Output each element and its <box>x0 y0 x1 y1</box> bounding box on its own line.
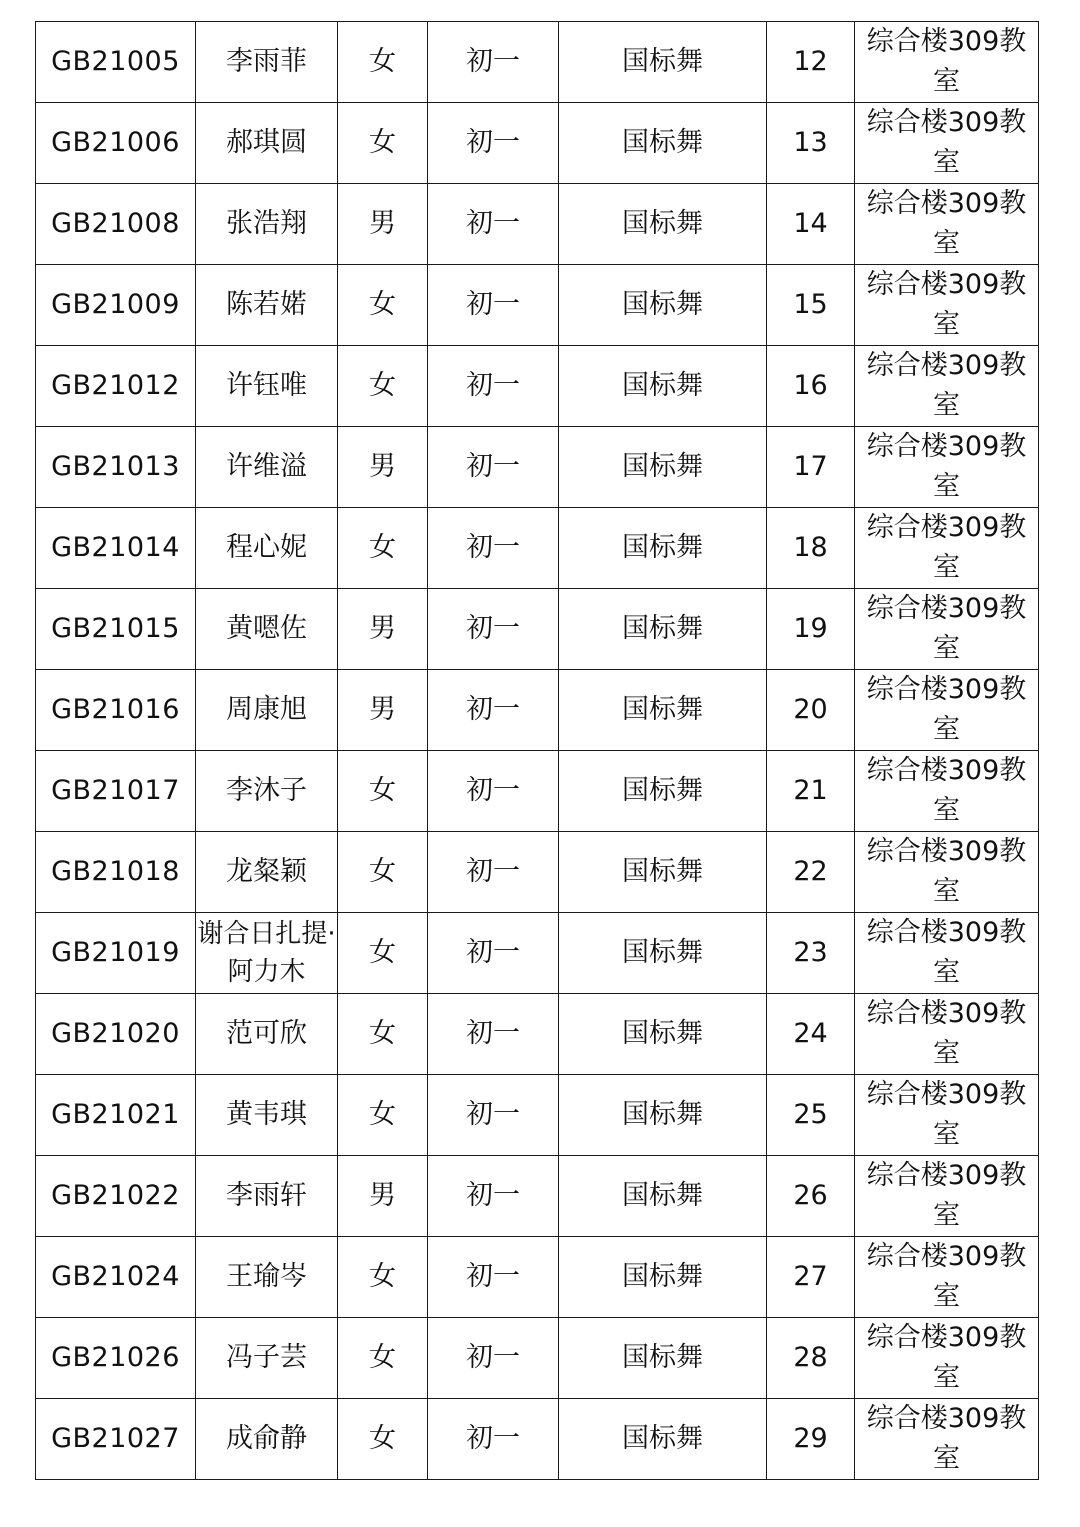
student-name-cell: 黄韦琪 <box>196 1075 338 1156</box>
gender-cell: 女 <box>338 103 428 184</box>
student-id-cell: GB21019 <box>36 913 196 994</box>
table-row <box>36 1075 1039 1156</box>
seat-number-cell: 22 <box>767 832 855 913</box>
student-name-cell: 李沐子 <box>196 751 338 832</box>
student-id-cell: GB21026 <box>36 1318 196 1399</box>
seat-number-cell: 25 <box>767 1075 855 1156</box>
student-name-cell: 张浩翔 <box>196 184 338 265</box>
student-name-cell: 陈若婼 <box>196 265 338 346</box>
exam-room-cell: 综合楼309教室 <box>855 913 1039 994</box>
seat-number-cell: 24 <box>767 994 855 1075</box>
gender-cell: 女 <box>338 265 428 346</box>
student-id-cell: GB21022 <box>36 1156 196 1237</box>
subject-cell: 国标舞 <box>559 1399 767 1480</box>
student-name-cell: 李雨轩 <box>196 1156 338 1237</box>
gender-cell: 男 <box>338 589 428 670</box>
table-row <box>36 184 1039 265</box>
exam-room-cell: 综合楼309教室 <box>855 670 1039 751</box>
student-id-cell: GB21013 <box>36 427 196 508</box>
grade-cell: 初一 <box>428 832 559 913</box>
subject-cell: 国标舞 <box>559 103 767 184</box>
exam-room-cell: 综合楼309教室 <box>855 994 1039 1075</box>
roster-body <box>36 22 1039 1480</box>
gender-cell: 男 <box>338 184 428 265</box>
exam-room-cell: 综合楼309教室 <box>855 184 1039 265</box>
student-name-cell: 黄嗯佐 <box>196 589 338 670</box>
exam-room-cell: 综合楼309教室 <box>855 508 1039 589</box>
student-name-cell: 范可欣 <box>196 994 338 1075</box>
grade-cell: 初一 <box>428 1318 559 1399</box>
exam-room-cell: 综合楼309教室 <box>855 1075 1039 1156</box>
grade-cell: 初一 <box>428 265 559 346</box>
grade-cell: 初一 <box>428 184 559 265</box>
table-row <box>36 103 1039 184</box>
grade-cell: 初一 <box>428 346 559 427</box>
seat-number-cell: 27 <box>767 1237 855 1318</box>
gender-cell: 女 <box>338 913 428 994</box>
table-row <box>36 1318 1039 1399</box>
subject-cell: 国标舞 <box>559 1075 767 1156</box>
gender-cell: 女 <box>338 508 428 589</box>
student-name-cell: 成俞静 <box>196 1399 338 1480</box>
student-id-cell: GB21014 <box>36 508 196 589</box>
table-row <box>36 1156 1039 1237</box>
exam-room-cell: 综合楼309教室 <box>855 22 1039 103</box>
exam-room-cell: 综合楼309教室 <box>855 589 1039 670</box>
seat-number-cell: 23 <box>767 913 855 994</box>
exam-room-cell: 综合楼309教室 <box>855 103 1039 184</box>
table-row <box>36 1399 1039 1480</box>
subject-cell: 国标舞 <box>559 1237 767 1318</box>
gender-cell: 女 <box>338 994 428 1075</box>
subject-cell: 国标舞 <box>559 1156 767 1237</box>
grade-cell: 初一 <box>428 1399 559 1480</box>
student-id-cell: GB21006 <box>36 103 196 184</box>
exam-roster-table <box>35 21 1039 1480</box>
seat-number-cell: 15 <box>767 265 855 346</box>
seat-number-cell: 18 <box>767 508 855 589</box>
subject-cell: 国标舞 <box>559 913 767 994</box>
gender-cell: 女 <box>338 1237 428 1318</box>
grade-cell: 初一 <box>428 589 559 670</box>
seat-number-cell: 28 <box>767 1318 855 1399</box>
subject-cell: 国标舞 <box>559 589 767 670</box>
student-name-cell: 谢合日扎提·阿力木 <box>196 913 338 994</box>
exam-room-cell: 综合楼309教室 <box>855 1318 1039 1399</box>
seat-number-cell: 29 <box>767 1399 855 1480</box>
gender-cell: 女 <box>338 22 428 103</box>
grade-cell: 初一 <box>428 751 559 832</box>
table-row <box>36 346 1039 427</box>
grade-cell: 初一 <box>428 994 559 1075</box>
exam-room-cell: 综合楼309教室 <box>855 1399 1039 1480</box>
table-row <box>36 832 1039 913</box>
gender-cell: 男 <box>338 670 428 751</box>
table-row <box>36 265 1039 346</box>
subject-cell: 国标舞 <box>559 1318 767 1399</box>
student-id-cell: GB21021 <box>36 1075 196 1156</box>
table-row <box>36 994 1039 1075</box>
seat-number-cell: 16 <box>767 346 855 427</box>
grade-cell: 初一 <box>428 670 559 751</box>
student-id-cell: GB21017 <box>36 751 196 832</box>
student-name-cell: 许钰唯 <box>196 346 338 427</box>
gender-cell: 女 <box>338 1075 428 1156</box>
gender-cell: 女 <box>338 1399 428 1480</box>
exam-room-cell: 综合楼309教室 <box>855 427 1039 508</box>
student-name-cell: 冯子芸 <box>196 1318 338 1399</box>
seat-number-cell: 19 <box>767 589 855 670</box>
student-id-cell: GB21015 <box>36 589 196 670</box>
student-id-cell: GB21027 <box>36 1399 196 1480</box>
subject-cell: 国标舞 <box>559 265 767 346</box>
grade-cell: 初一 <box>428 1156 559 1237</box>
exam-room-cell: 综合楼309教室 <box>855 832 1039 913</box>
exam-room-cell: 综合楼309教室 <box>855 751 1039 832</box>
subject-cell: 国标舞 <box>559 508 767 589</box>
seat-number-cell: 17 <box>767 427 855 508</box>
table-row <box>36 22 1039 103</box>
student-id-cell: GB21005 <box>36 22 196 103</box>
seat-number-cell: 26 <box>767 1156 855 1237</box>
table-row <box>36 427 1039 508</box>
gender-cell: 女 <box>338 751 428 832</box>
student-name-cell: 郝琪圆 <box>196 103 338 184</box>
grade-cell: 初一 <box>428 508 559 589</box>
student-name-cell: 许维溢 <box>196 427 338 508</box>
table-row <box>36 508 1039 589</box>
subject-cell: 国标舞 <box>559 751 767 832</box>
subject-cell: 国标舞 <box>559 670 767 751</box>
subject-cell: 国标舞 <box>559 22 767 103</box>
grade-cell: 初一 <box>428 427 559 508</box>
subject-cell: 国标舞 <box>559 832 767 913</box>
subject-cell: 国标舞 <box>559 184 767 265</box>
seat-number-cell: 20 <box>767 670 855 751</box>
table-row <box>36 751 1039 832</box>
student-name-cell: 周康旭 <box>196 670 338 751</box>
grade-cell: 初一 <box>428 22 559 103</box>
seat-number-cell: 13 <box>767 103 855 184</box>
student-id-cell: GB21018 <box>36 832 196 913</box>
student-name-cell: 龙粲颖 <box>196 832 338 913</box>
student-id-cell: GB21012 <box>36 346 196 427</box>
seat-number-cell: 12 <box>767 22 855 103</box>
table-row <box>36 913 1039 994</box>
grade-cell: 初一 <box>428 913 559 994</box>
student-id-cell: GB21020 <box>36 994 196 1075</box>
table-row <box>36 670 1039 751</box>
table-row <box>36 1237 1039 1318</box>
grade-cell: 初一 <box>428 1075 559 1156</box>
exam-room-cell: 综合楼309教室 <box>855 1156 1039 1237</box>
exam-room-cell: 综合楼309教室 <box>855 265 1039 346</box>
subject-cell: 国标舞 <box>559 994 767 1075</box>
student-name-cell: 李雨菲 <box>196 22 338 103</box>
table-row <box>36 589 1039 670</box>
grade-cell: 初一 <box>428 1237 559 1318</box>
subject-cell: 国标舞 <box>559 427 767 508</box>
gender-cell: 男 <box>338 427 428 508</box>
gender-cell: 女 <box>338 832 428 913</box>
seat-number-cell: 21 <box>767 751 855 832</box>
exam-room-cell: 综合楼309教室 <box>855 1237 1039 1318</box>
grade-cell: 初一 <box>428 103 559 184</box>
exam-room-cell: 综合楼309教室 <box>855 346 1039 427</box>
student-name-cell: 王瑜岑 <box>196 1237 338 1318</box>
seat-number-cell: 14 <box>767 184 855 265</box>
student-id-cell: GB21016 <box>36 670 196 751</box>
gender-cell: 女 <box>338 346 428 427</box>
student-name-cell: 程心妮 <box>196 508 338 589</box>
student-id-cell: GB21009 <box>36 265 196 346</box>
gender-cell: 女 <box>338 1318 428 1399</box>
subject-cell: 国标舞 <box>559 346 767 427</box>
student-id-cell: GB21008 <box>36 184 196 265</box>
gender-cell: 男 <box>338 1156 428 1237</box>
student-id-cell: GB21024 <box>36 1237 196 1318</box>
